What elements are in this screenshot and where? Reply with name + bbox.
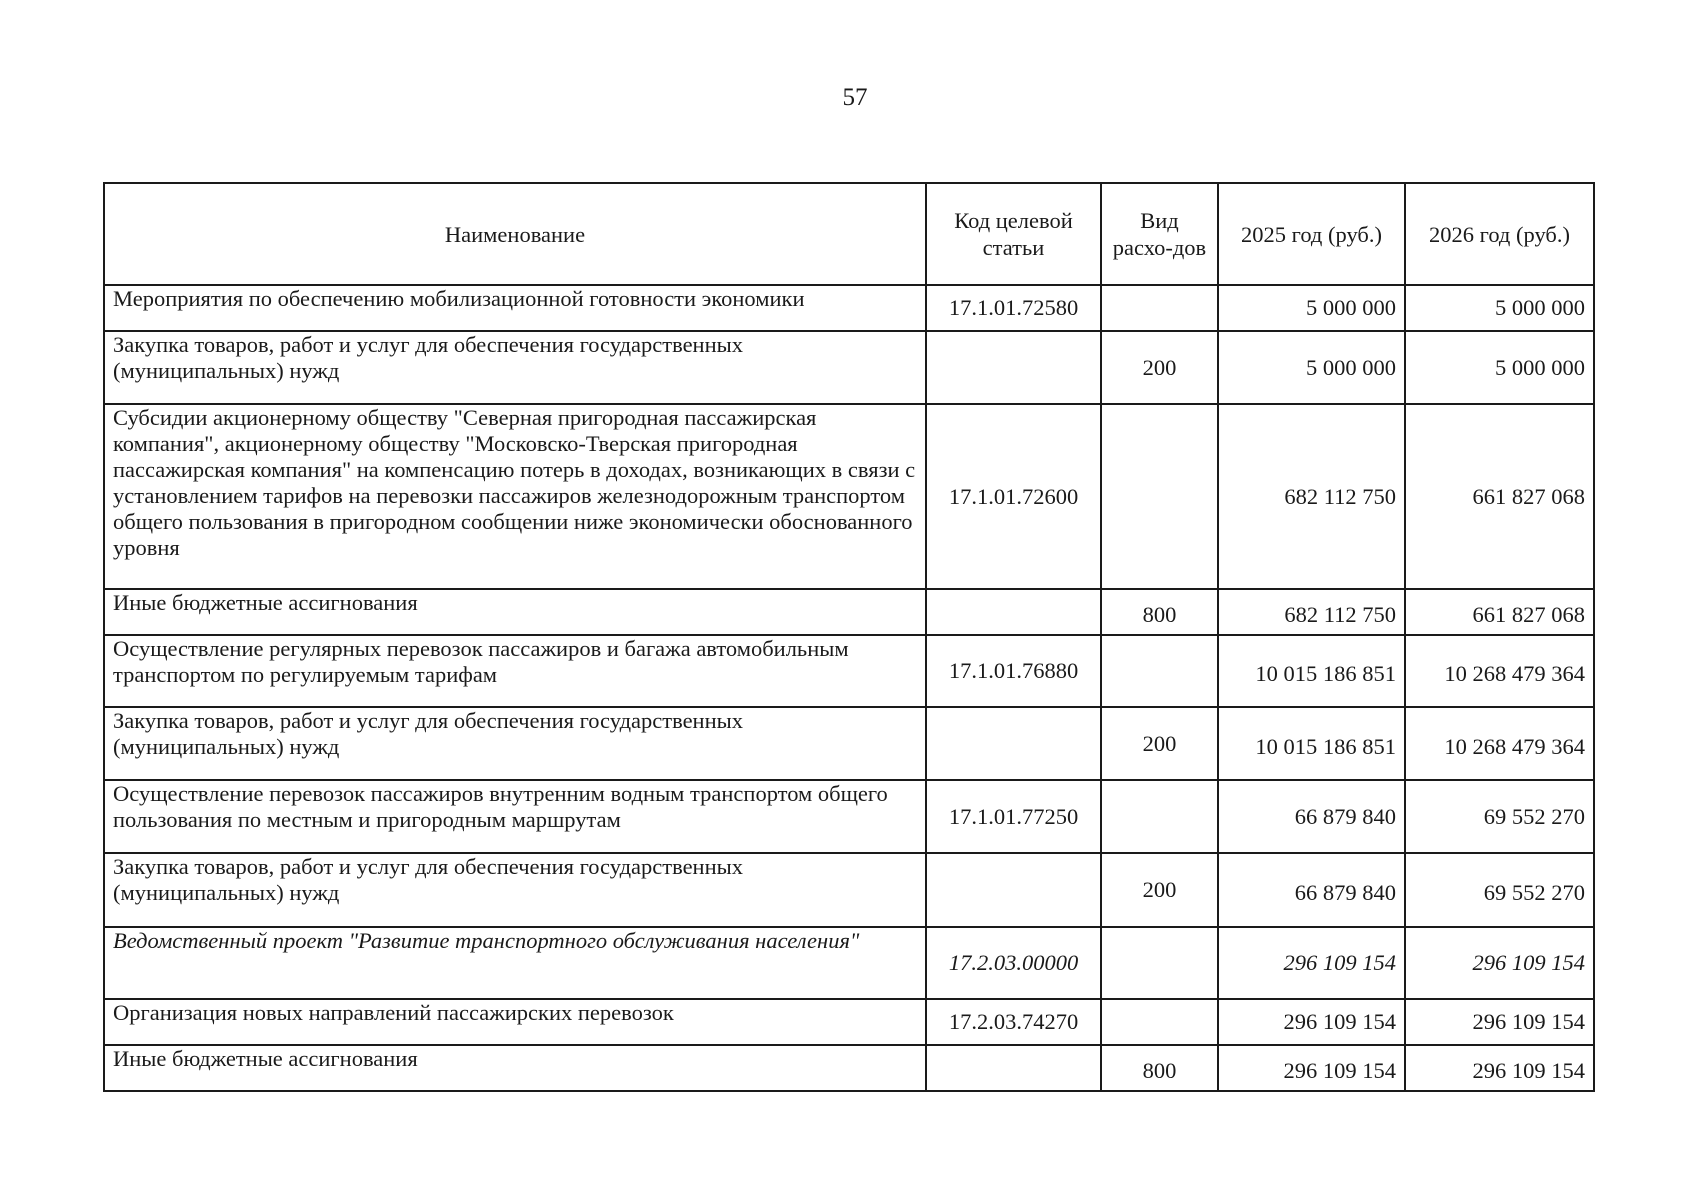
row-code-cell: 17.2.03.74270 [926, 999, 1101, 1045]
row-code-cell: 17.1.01.72580 [926, 285, 1101, 331]
row-name-cell: Закупка товаров, работ и услуг для обеспечения государственных (муниципальных) нужд [104, 707, 926, 780]
row-2026-cell: 10 268 479 364 [1405, 707, 1594, 780]
row-name-cell: Закупка товаров, работ и услуг для обеспечения государственных (муниципальных) нужд [104, 331, 926, 404]
header-name: Наименование [104, 183, 926, 285]
row-2026-cell: 10 268 479 364 [1405, 635, 1594, 707]
row-2025-cell: 5 000 000 [1218, 285, 1405, 331]
row-code-cell: 17.1.01.72600 [926, 404, 1101, 589]
header-code: Код целевой статьи [926, 183, 1101, 285]
row-code-cell [926, 331, 1101, 404]
table-row [104, 707, 1594, 780]
row-name-cell: Осуществление регулярных перевозок пассажиров и багажа автомобильным транспортом по регулируемым тарифам [104, 635, 926, 707]
row-code-cell [926, 589, 1101, 635]
row-2025-cell: 66 879 840 [1218, 780, 1405, 853]
header-kind: Вид расхо-дов [1101, 183, 1218, 285]
row-kind-cell: 200 [1101, 853, 1218, 927]
row-code-cell [926, 853, 1101, 927]
page-number: 57 [842, 84, 868, 111]
row-2025-cell: 10 015 186 851 [1218, 707, 1405, 780]
row-code-cell: 17.1.01.76880 [926, 635, 1101, 707]
row-kind-cell [1101, 780, 1218, 853]
row-kind-cell [1101, 404, 1218, 589]
row-2026-cell: 296 109 154 [1405, 1045, 1594, 1091]
table-row [104, 927, 1594, 999]
table-body [104, 285, 1594, 1091]
row-name-cell: Субсидии акционерному обществу "Северная пригородная пассажирская компания", акционерному обществу "Московско-Тверская пригородная пассажирская компания" на компенсацию потерь в доходах, возникающих в связи с установлением тарифов на перевозки пассажиров железнодорожным транспортом общего пользования в пригородном сообщении ниже экономически обоснованного уровня [104, 404, 926, 589]
row-2026-cell: 69 552 270 [1405, 853, 1594, 927]
row-code-cell [926, 707, 1101, 780]
table-row [104, 853, 1594, 927]
row-name-cell: Осуществление перевозок пассажиров внутренним водным транспортом общего пользования по местным и пригородным маршрутам [104, 780, 926, 853]
header-row [104, 183, 1594, 285]
row-2025-cell: 296 109 154 [1218, 1045, 1405, 1091]
row-2026-cell: 296 109 154 [1405, 999, 1594, 1045]
row-2025-cell: 5 000 000 [1218, 331, 1405, 404]
table-row [104, 285, 1594, 331]
row-2025-cell: 296 109 154 [1218, 999, 1405, 1045]
table-row [104, 1045, 1594, 1091]
table-row [104, 404, 1594, 589]
row-name-cell: Ведомственный проект "Развитие транспортного обслуживания населения" [104, 927, 926, 999]
row-kind-cell: 800 [1101, 589, 1218, 635]
row-2025-cell: 66 879 840 [1218, 853, 1405, 927]
row-2026-cell: 5 000 000 [1405, 331, 1594, 404]
row-2025-cell: 10 015 186 851 [1218, 635, 1405, 707]
table-header [104, 183, 1594, 285]
row-name-cell: Организация новых направлений пассажирских перевозок [104, 999, 926, 1045]
row-2026-cell: 296 109 154 [1405, 927, 1594, 999]
table-row [104, 635, 1594, 707]
row-kind-cell: 800 [1101, 1045, 1218, 1091]
header-2025: 2025 год (руб.) [1218, 183, 1405, 285]
row-kind-cell [1101, 927, 1218, 999]
row-2026-cell: 69 552 270 [1405, 780, 1594, 853]
row-2026-cell: 661 827 068 [1405, 589, 1594, 635]
row-code-cell [926, 1045, 1101, 1091]
row-kind-cell: 200 [1101, 331, 1218, 404]
table-row [104, 780, 1594, 853]
row-kind-cell [1101, 285, 1218, 331]
row-2025-cell: 682 112 750 [1218, 589, 1405, 635]
row-kind-cell [1101, 999, 1218, 1045]
row-code-cell: 17.1.01.77250 [926, 780, 1101, 853]
row-code-cell: 17.2.03.00000 [926, 927, 1101, 999]
table-row [104, 589, 1594, 635]
row-2026-cell: 661 827 068 [1405, 404, 1594, 589]
row-name-cell: Иные бюджетные ассигнования [104, 589, 926, 635]
table-row [104, 999, 1594, 1045]
row-2025-cell: 682 112 750 [1218, 404, 1405, 589]
row-2026-cell: 5 000 000 [1405, 285, 1594, 331]
budget-table [103, 182, 1595, 1092]
header-2026: 2026 год (руб.) [1405, 183, 1594, 285]
row-2025-cell: 296 109 154 [1218, 927, 1405, 999]
row-name-cell: Мероприятия по обеспечению мобилизационной готовности экономики [104, 285, 926, 331]
row-kind-cell [1101, 635, 1218, 707]
row-kind-cell: 200 [1101, 707, 1218, 780]
row-name-cell: Иные бюджетные ассигнования [104, 1045, 926, 1091]
row-name-cell: Закупка товаров, работ и услуг для обеспечения государственных (муниципальных) нужд [104, 853, 926, 927]
table-row [104, 331, 1594, 404]
